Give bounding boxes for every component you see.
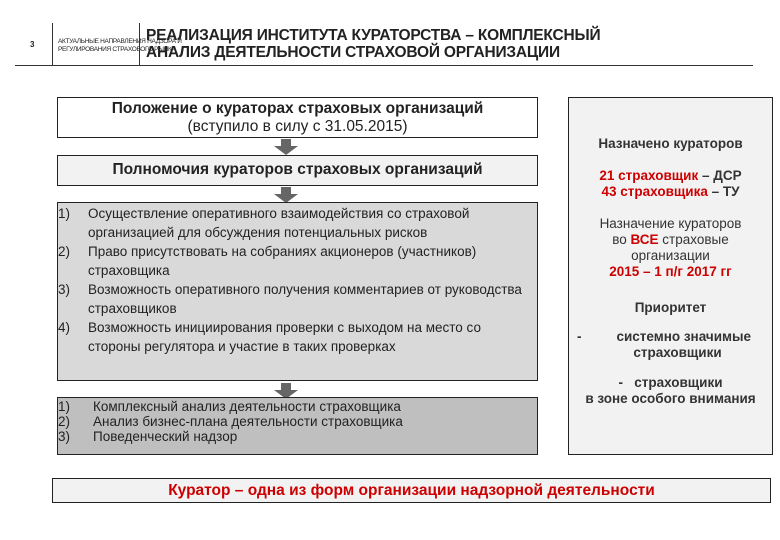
item-text: Возможность инициирования проверки с выходом на место со стороны регулятора и участие в таких проверках	[88, 320, 481, 354]
item-number: 3)	[58, 282, 71, 297]
title-line: РЕАЛИЗАЦИЯ ИНСТИТУТА КУРАТОРСТВА – КОМПЛЕКСНЫЙ	[146, 27, 601, 44]
priority-item: в зоне особого внимания	[585, 391, 756, 406]
priority-item: страховщики	[633, 345, 722, 360]
list-item	[58, 429, 537, 444]
plan-line: организации	[631, 248, 710, 263]
item-text: Анализ бизнес-плана деятельности страховщика	[93, 414, 403, 429]
tu-count: 43 страховщика	[601, 184, 708, 199]
dsr-count: 21 страховщик	[599, 168, 699, 183]
assigned-title: Назначено кураторов	[598, 136, 743, 151]
dash: -	[577, 329, 582, 344]
plan-post: страховые	[658, 232, 729, 247]
item-text: Право присутствовать на собраниях акционеров (участников) страховщика	[88, 244, 477, 278]
item-text: Комплексный анализ деятельности страховщика	[93, 399, 401, 414]
regulation-box	[57, 97, 538, 138]
item-number: 1)	[58, 399, 71, 414]
page-number: 3	[30, 40, 35, 49]
item-number: 2)	[58, 244, 71, 259]
header-rule	[15, 65, 753, 66]
item-number: 1)	[58, 206, 71, 221]
powers-list	[57, 202, 538, 381]
plan-line: Назначение кураторов	[599, 216, 742, 231]
list-item	[58, 280, 529, 318]
section-line: АКТУАЛЬНЫЕ НАПРАВЛЕНИЯ НАДЗОРА И	[58, 38, 182, 45]
priority-title: Приоритет	[634, 300, 707, 315]
item-text: Осуществление оперативного взаимодействия со страховой организацией для обсуждения потенциальных рисков	[88, 206, 470, 240]
curators-summary-panel	[568, 97, 773, 455]
item-number: 4)	[58, 320, 71, 335]
title-line: АНАЛИЗ ДЕЯТЕЛЬНОСТИ СТРАХОВОЙ ОРГАНИЗАЦИИ	[146, 44, 560, 61]
divider	[52, 23, 53, 66]
regulation-title: Положение о кураторах страховых организаций	[111, 100, 484, 117]
dash: -	[618, 375, 623, 390]
plan-all: ВСЕ	[630, 232, 659, 247]
list-item	[58, 414, 537, 429]
regulation-date: (вступило в силу с 31.05.2015)	[187, 118, 408, 135]
plan-pre: во	[612, 232, 631, 247]
activities-list	[57, 397, 538, 455]
list-item	[58, 242, 529, 280]
priority-item: системно значимые	[616, 329, 752, 344]
item-number: 3)	[58, 429, 71, 444]
list-item	[58, 204, 529, 242]
item-number: 2)	[58, 414, 71, 429]
item-text: Поведенческий надзор	[93, 429, 238, 444]
list-item	[58, 318, 529, 356]
list-item	[58, 399, 537, 414]
page-title	[146, 27, 600, 61]
plan-period: 2015 – 1 п/г 2017 гг	[609, 264, 732, 279]
powers-title-box: Полномочия кураторов страховых организаций	[57, 155, 538, 186]
item-text: Возможность оперативного получения комментариев от руководства страховщиков	[88, 282, 522, 316]
dsr-suffix: – ДСР	[698, 168, 742, 183]
priority-item: страховщики	[634, 375, 723, 390]
conclusion-banner: Куратор – одна из форм организации надзорной деятельности	[52, 478, 771, 503]
tu-suffix: – ТУ	[707, 184, 740, 199]
section-line: РЕГУЛИРОВАНИЯ СТРАХОВОГО РЫНКА	[58, 46, 176, 53]
